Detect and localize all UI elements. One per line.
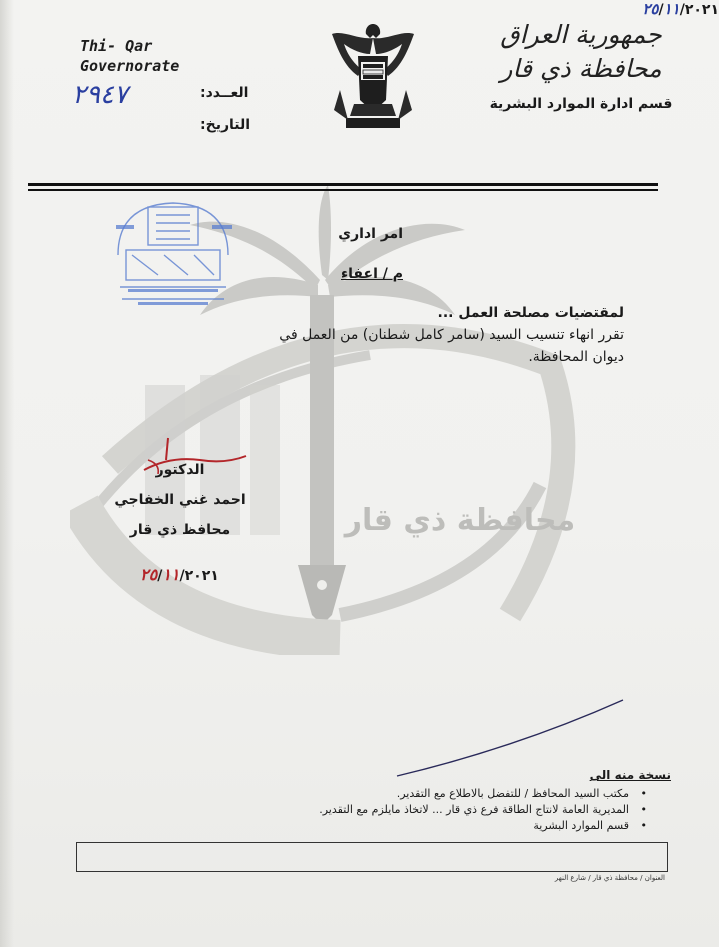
date-month: ١١ xyxy=(663,0,680,18)
english-header-line1: Thi- Qar xyxy=(80,37,153,55)
copies-title: نسخة منه الى xyxy=(589,768,671,782)
address-box xyxy=(76,842,668,872)
date-label: التاريخ: xyxy=(200,117,251,133)
signature-title: الدكتور xyxy=(155,462,205,478)
date-year: ٢٠٢١ xyxy=(684,2,719,18)
page-edge-shadow xyxy=(0,0,14,947)
signature-date-year: ٢٠٢١ xyxy=(184,568,219,584)
signature-date-month: ١١ xyxy=(162,565,180,584)
order-body-line1: تقرر انهاء تنسيب السيد (سامر كامل شطنان) من العمل في xyxy=(279,327,624,343)
order-subject: م / اعفاء xyxy=(341,266,403,282)
header-divider-thick xyxy=(28,183,658,186)
english-header-line2: Governorate xyxy=(80,57,180,75)
copies-item: • المديرية العامة لانتاج الطاقة فرع ذي قار ... لاتخاذ مايلزم مع التقدير. xyxy=(319,802,647,818)
signature-date: ٢٥/١١/٢٠٢١ xyxy=(140,565,219,584)
copies-item: • قسم الموارد البشرية xyxy=(319,818,647,834)
date-day: ٢٥ xyxy=(642,0,659,18)
arabic-header xyxy=(471,18,691,112)
document-date: ٢٥/١١/٢٠٢١ xyxy=(642,0,719,18)
pen-stroke-mark xyxy=(395,698,625,778)
iraq-eagle-emblem-icon xyxy=(330,20,416,138)
order-title: امر اداري xyxy=(338,226,403,242)
header-divider-thin xyxy=(28,189,658,191)
order-lead: لمقتضيات مصلحة العمل ... xyxy=(437,305,624,321)
copies-item: • مكتب السيد المحافظ / للتفضل بالاطلاع مع التقدير. xyxy=(319,786,647,802)
signature-block xyxy=(95,455,265,545)
signature-date-day: ٢٥ xyxy=(140,565,158,584)
governorate-name: محافظة ذي قار xyxy=(500,54,662,83)
english-header xyxy=(80,36,179,76)
republic-name: جمهورية العراق xyxy=(500,20,662,49)
signature-name: احمد غني الخفاجي xyxy=(114,492,246,508)
watermark-text: محافظة ذي قار xyxy=(344,503,576,538)
copies-list xyxy=(319,786,647,834)
order-body xyxy=(84,302,624,368)
signature-position: محافظ ذي قار xyxy=(129,522,231,538)
order-body-line2: ديوان المحافظة. xyxy=(528,349,624,365)
document-number: ٢٩٤٧ xyxy=(72,80,128,110)
office-stamp-icon xyxy=(108,195,238,315)
number-label: العــدد: xyxy=(200,85,249,101)
department-name: قسم ادارة الموارد البشرية xyxy=(489,96,673,112)
footer-address: العنوان / محافظة ذي قار / شارع النهر xyxy=(554,874,665,882)
